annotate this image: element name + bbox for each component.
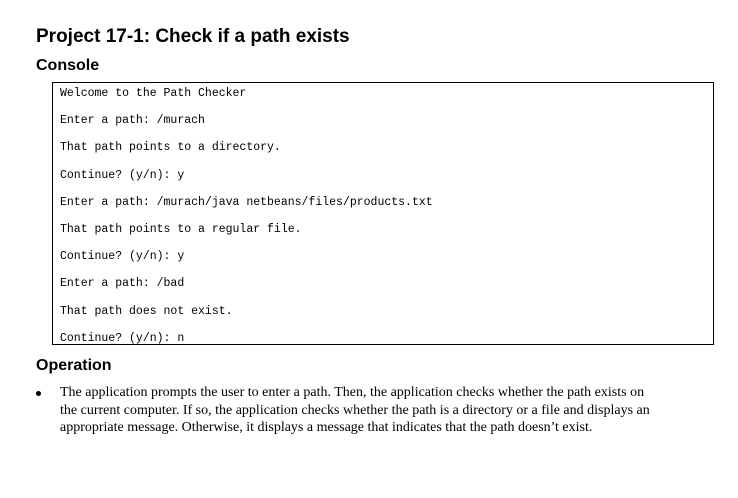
operation-heading: Operation [36,357,112,374]
console-lines [53,83,713,345]
console-line: Enter a path: /murach/java netbeans/files/products.txt [60,195,433,209]
operation-bullet-item [36,384,676,437]
console-heading: Console [36,57,100,74]
console-line: Continue? (y/n): y [60,250,185,264]
bullet-icon [36,391,41,396]
console-line: That path points to a regular file. [60,222,302,236]
console-line: That path does not exist. [60,304,233,318]
console-line: Enter a path: /bad [60,277,185,291]
console-line: Welcome to the Path Checker [60,87,247,100]
console-line: Continue? (y/n): n [60,331,185,345]
operation-bullet-list [36,384,676,437]
console-line: Continue? (y/n): y [60,168,185,182]
page-title: Project 17-1: Check if a path exists [36,26,350,47]
console-line: That path points to a directory. [60,141,281,155]
operation-bullet-text: The application prompts the user to enter a path. Then, the application checks whether the path exists on the current computer. If so, the application checks whether the path is a directory or a file and displays an appropriate message. Otherwise, it displays a message that indicates that the path doesn’t exist. [60,385,650,435]
console-line: Enter a path: /murach [60,114,205,128]
console-output-box [52,82,714,345]
